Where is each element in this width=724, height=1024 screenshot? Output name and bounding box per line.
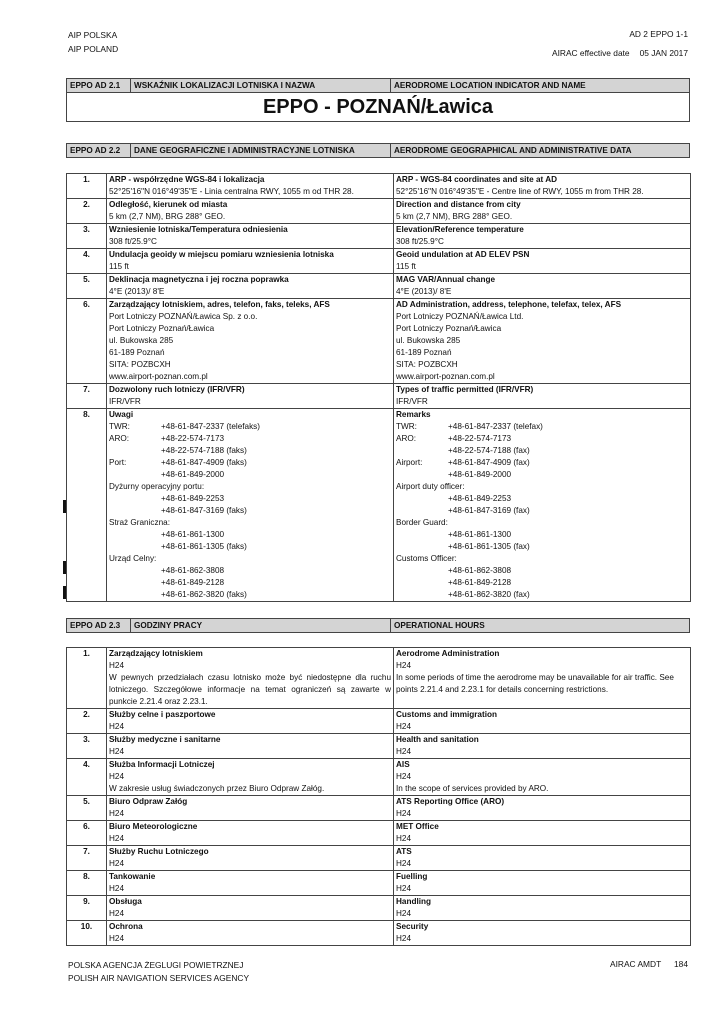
section-2-3-header <box>66 618 690 633</box>
change-bar <box>63 561 66 574</box>
row-title-en: Fuelling <box>396 872 428 881</box>
table-row <box>67 921 691 946</box>
row-number: 10. <box>67 921 107 946</box>
row-number: 8. <box>67 871 107 896</box>
table-row <box>67 174 691 199</box>
row-title-pl: Biuro Odpraw Załóg <box>109 797 188 806</box>
row-title-en: AD Administration, address, telephone, telefax, telex, AFS <box>396 300 622 309</box>
row-title-pl: Biuro Meteorologiczne <box>109 822 198 831</box>
phone-number: +48-61-849-2128 <box>161 578 225 587</box>
phone-number: +48-61-862-3808 <box>161 566 225 575</box>
row-title-en: Elevation/Reference temperature <box>396 225 524 234</box>
contact-heading: Dyżurny operacyjny portu: <box>109 482 205 491</box>
table-row <box>67 224 691 249</box>
row-value-pl: H24 <box>109 747 125 756</box>
row-title-pl: Wzniesienie lotniska/Temperatura odniesienia <box>109 225 288 234</box>
footer-amdt-number: 184 <box>674 959 688 969</box>
admin-line: Port Lotniczy Poznań/Ławica <box>109 324 215 333</box>
phone-number: +48-61-862-3820 (faks) <box>161 590 247 599</box>
row-value-en: IFR/VFR <box>396 397 428 406</box>
row-title-pl: Obsługa <box>109 897 142 906</box>
table-row <box>67 249 691 274</box>
row-value-pl: H24 <box>109 884 125 893</box>
row-title-pl: Zarządzający lotniskiem, adres, telefon, faks, teleks, AFS <box>109 300 330 309</box>
row-title-en: Health and sanitation <box>396 735 479 744</box>
row-value-pl: H24 <box>109 722 125 731</box>
row-title-en: Types of traffic permitted (IFR/VFR) <box>396 385 534 394</box>
admin-line: SITA: POZBCXH <box>109 360 171 369</box>
section-title-pl: WSKAŹNIK LOKALIZACJI LOTNISKA I NAZWA <box>131 79 391 92</box>
row-value-pl: H24 <box>109 909 125 918</box>
row-number: 2. <box>67 709 107 734</box>
table-row <box>67 759 691 796</box>
admin-line: 61-189 Poznań <box>109 348 165 357</box>
row-number: 9. <box>67 896 107 921</box>
row-value-en: 115 ft <box>396 262 416 271</box>
row-title-pl: Dozwolony ruch lotniczy (IFR/VFR) <box>109 385 245 394</box>
row-number: 1. <box>67 648 107 709</box>
geo-admin-table <box>66 173 691 602</box>
table-row <box>67 896 691 921</box>
phone-number: +48-61-849-2253 <box>448 494 512 503</box>
row-value-en: H24 <box>396 747 412 756</box>
phone-number: +48-61-849-2000 <box>448 470 512 479</box>
table-row <box>67 871 691 896</box>
row-title-en: Customs and immigration <box>396 710 497 719</box>
row-title-pl: Zarządzający lotniskiem <box>109 649 203 658</box>
row-value-pl: H24 <box>109 809 125 818</box>
row-value-en: H24 <box>396 661 412 670</box>
admin-line: Port Lotniczy POZNAŃ/Ławica Ltd. <box>396 312 524 321</box>
section-title-en: AERODROME GEOGRAPHICAL AND ADMINISTRATIVE DATA <box>394 146 632 155</box>
row-title-pl: Uwagi <box>109 410 134 419</box>
table-row <box>67 821 691 846</box>
row-title-pl: Deklinacja magnetyczna i jej roczna poprawka <box>109 275 289 284</box>
row-title-en: Aerodrome Administration <box>396 649 500 658</box>
table-row <box>67 199 691 224</box>
contact-label: Port: <box>109 458 127 467</box>
row-number: 7. <box>67 384 107 409</box>
footer-amdt-label: AIRAC AMDT <box>610 959 662 969</box>
row-value-pl: H24 <box>109 934 125 943</box>
row-value-pl: 52°25'16"N 016°49'35"E - Linia centralna RWY, 1055 m od THR 28. <box>109 187 354 196</box>
row-value-en: H24 <box>396 934 412 943</box>
row-note-en: In the scope of services provided by ARO. <box>396 784 549 793</box>
row-number: 4. <box>67 249 107 274</box>
admin-line: Port Lotniczy POZNAŃ/Ławica Sp. z o.o. <box>109 312 258 321</box>
phone-number: +48-61-847-4909 (faks) <box>161 458 247 467</box>
phone-number: +48-61-861-1305 (fax) <box>448 542 530 551</box>
phone-number: +48-61-849-2000 <box>161 470 225 479</box>
row-value-en: 52°25'16"N 016°49'35"E - Centre line of RWY, 1055 m from THR 28. <box>396 187 644 196</box>
section-code: EPPO AD 2.3 <box>67 619 131 632</box>
row-number: 7. <box>67 846 107 871</box>
table-row <box>67 274 691 299</box>
admin-line: www.airport-poznan.com.pl <box>109 372 208 381</box>
admin-line: Port Lotniczy Poznań/Ławica <box>396 324 502 333</box>
footer-agency-pl: POLSKA AGENCJA ŻEGLUGI POWIETRZNEJ <box>68 960 244 970</box>
aerodrome-name: EPPO - POZNAŃ/Ławica <box>262 96 494 118</box>
table-row <box>67 648 691 709</box>
row-value-en: H24 <box>396 909 412 918</box>
row-number: 8. <box>67 409 107 602</box>
operational-hours-table <box>66 647 691 946</box>
phone-number: +48-61-861-1300 <box>161 530 225 539</box>
phone-number: +48-61-847-3169 (faks) <box>161 506 247 515</box>
phone-number: +48-22-574-7173 <box>448 434 512 443</box>
row-number: 3. <box>67 734 107 759</box>
row-number: 6. <box>67 821 107 846</box>
row-title-en: ARP - WGS-84 coordinates and site at AD <box>396 175 558 184</box>
row-title-en: Direction and distance from city <box>396 200 521 209</box>
phone-number: +48-61-849-2253 <box>161 494 225 503</box>
row-title-pl: Służby Ruchu Lotniczego <box>109 847 209 856</box>
phone-number: +48-61-847-3169 (fax) <box>448 506 530 515</box>
row-value-en: H24 <box>396 859 412 868</box>
section-title-pl: GODZINY PRACY <box>131 619 391 632</box>
row-title-en: Handling <box>396 897 432 906</box>
row-title-pl: ARP - współrzędne WGS-84 i lokalizacja <box>109 175 265 184</box>
row-value-pl: H24 <box>109 661 125 670</box>
section-title-en: OPERATIONAL HOURS <box>394 621 485 630</box>
row-title-pl: Służby celne i paszportowe <box>109 710 216 719</box>
row-note-pl: W pewnych przedziałach czasu lotnisko może być niedostępne dla ruchu lotniczego. Szczegółowe informacje na temat ograniczeń są zawarte w punkcie 2.21.4 oraz 2.23.1. <box>109 673 391 706</box>
contact-label: ARO: <box>109 434 130 443</box>
phone-number: +48-61-862-3820 (fax) <box>448 590 530 599</box>
row-title-en: Security <box>396 922 429 931</box>
table-row <box>67 299 691 384</box>
footer-agency-en: POLISH AIR NAVIGATION SERVICES AGENCY <box>68 973 250 983</box>
contact-label: ARO: <box>396 434 417 443</box>
header-page-ref: AD 2 EPPO 1-1 <box>629 29 688 39</box>
row-value-pl: 115 ft <box>109 262 129 271</box>
row-value-en: H24 <box>396 809 412 818</box>
row-title-pl: Undulacja geoidy w miejscu pomiaru wzniesienia lotniska <box>109 250 334 259</box>
table-row <box>67 846 691 871</box>
section-2-1-header <box>66 78 690 93</box>
row-number: 1. <box>67 174 107 199</box>
table-row <box>67 796 691 821</box>
row-value-en: H24 <box>396 884 412 893</box>
header-airac-label: AIRAC effective date <box>552 48 630 58</box>
row-title-pl: Ochrona <box>109 922 143 931</box>
contact-heading: Customs Officer: <box>396 554 457 563</box>
row-value-en: 308 ft/25.9°C <box>396 237 444 246</box>
row-title-en: Geoid undulation at AD ELEV PSN <box>396 250 530 259</box>
row-title-en: ATS Reporting Office (ARO) <box>396 797 505 806</box>
row-number: 5. <box>67 796 107 821</box>
contact-heading: Urząd Celny: <box>109 554 157 563</box>
row-value-pl: 308 ft/25.9°C <box>109 237 157 246</box>
row-value-pl: 4°E (2013)/ 8'E <box>109 287 165 296</box>
header-aip-poland: AIP POLAND <box>68 44 119 54</box>
row-number: 3. <box>67 224 107 249</box>
admin-line: ul. Bukowska 285 <box>109 336 174 345</box>
section-code: EPPO AD 2.2 <box>67 144 131 157</box>
phone-number: +48-61-861-1305 (faks) <box>161 542 247 551</box>
row-title-en: ATS <box>396 847 412 856</box>
phone-number: +48-61-847-4909 (fax) <box>448 458 530 467</box>
phone-number: +48-22-574-7173 <box>161 434 225 443</box>
row-title-en: Remarks <box>396 410 431 419</box>
row-number: 4. <box>67 759 107 796</box>
row-number: 6. <box>67 299 107 384</box>
row-number: 5. <box>67 274 107 299</box>
change-bar <box>63 500 66 513</box>
table-row <box>67 734 691 759</box>
phone-number: +48-61-862-3808 <box>448 566 512 575</box>
section-title-pl: DANE GEOGRAFICZNE I ADMINISTRACYJNE LOTNISKA <box>131 144 391 157</box>
table-row <box>67 409 691 602</box>
row-title-en: MAG VAR/Annual change <box>396 275 496 284</box>
section-2-2-header <box>66 143 690 158</box>
section-title-en: AERODROME LOCATION INDICATOR AND NAME <box>394 81 586 90</box>
row-value-en: 4°E (2013)/ 8'E <box>396 287 452 296</box>
change-bar <box>63 586 66 599</box>
row-note-en: In some periods of time the aerodrome may be unavailable for air traffic. See points 2.21.4 and 2.23.1 for details concerning restrictions. <box>396 673 674 694</box>
row-value-en: H24 <box>396 722 412 731</box>
phone-number: +48-22-574-7188 (faks) <box>161 446 247 455</box>
row-title-pl: Odległość, kierunek od miasta <box>109 200 228 209</box>
row-title-en: AIS <box>396 760 410 769</box>
row-note-pl: W zakresie usług świadczonych przez Biuro Odpraw Załóg. <box>109 784 325 793</box>
phone-number: +48-61-847-2337 (telefax) <box>448 422 543 431</box>
section-code: EPPO AD 2.1 <box>67 79 131 92</box>
row-title-en: MET Office <box>396 822 439 831</box>
admin-line: SITA: POZBCXH <box>396 360 458 369</box>
row-value-pl: 5 km (2,7 NM), BRG 288° GEO. <box>109 212 226 221</box>
admin-line: ul. Bukowska 285 <box>396 336 461 345</box>
row-value-pl: H24 <box>109 834 125 843</box>
aerodrome-name-title <box>66 93 690 122</box>
phone-number: +48-61-849-2128 <box>448 578 512 587</box>
row-title-pl: Tankowanie <box>109 872 156 881</box>
admin-line: 61-189 Poznań <box>396 348 452 357</box>
row-title-pl: Służba Informacji Lotniczej <box>109 760 215 769</box>
contact-label: TWR: <box>396 422 417 431</box>
row-value-en: 5 km (2,7 NM), BRG 288° GEO. <box>396 212 513 221</box>
row-value-en: H24 <box>396 772 412 781</box>
contact-heading: Border Guard: <box>396 518 448 527</box>
row-title-pl: Służby medyczne i sanitarne <box>109 735 221 744</box>
row-value-pl: IFR/VFR <box>109 397 141 406</box>
header-airac-date: 05 JAN 2017 <box>639 48 688 58</box>
row-value-pl: H24 <box>109 772 125 781</box>
row-value-pl: H24 <box>109 859 125 868</box>
row-value-en: H24 <box>396 834 412 843</box>
contact-label: Airport: <box>396 458 423 467</box>
contact-label: TWR: <box>109 422 130 431</box>
phone-number: +48-61-861-1300 <box>448 530 512 539</box>
table-row <box>67 384 691 409</box>
header-aip-polska: AIP POLSKA <box>68 30 118 40</box>
contact-heading: Straż Graniczna: <box>109 518 170 527</box>
row-number: 2. <box>67 199 107 224</box>
table-row <box>67 709 691 734</box>
contact-heading: Airport duty officer: <box>396 482 465 491</box>
phone-number: +48-61-847-2337 (telefaks) <box>161 422 260 431</box>
admin-line: www.airport-poznan.com.pl <box>396 372 495 381</box>
phone-number: +48-22-574-7188 (fax) <box>448 446 530 455</box>
